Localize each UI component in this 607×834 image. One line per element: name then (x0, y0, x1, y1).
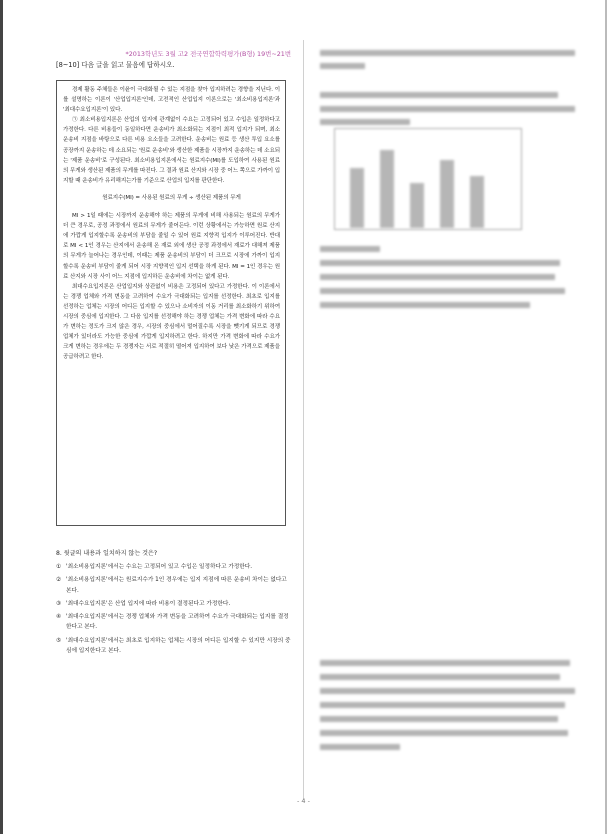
passage-formula: 원료지수(MI) = 사용된 원료의 무게 ÷ 생산된 제품의 무게 (102, 194, 241, 201)
option-text: '최대수요입지론'은 산업 입지에 따라 비용이 결정된다고 가정한다. (66, 600, 231, 607)
option-text: '최대수요입지론'에서는 최초로 입지하는 업체는 시장의 어디든 입지할 수 있지만 시장의 중심에 입지한다고 본다. (66, 637, 291, 655)
answer-option-4[interactable] (56, 612, 291, 633)
column-divider (303, 40, 304, 800)
passage-paragraph-3: MI > 1일 때에는 시장까지 운송해야 하는 제품의 무게에 비해 사용되는 원료의 무게가 더 큰 경우로, 공정 과정에서 원료의 무게가 줄어든다. 이런 상황에서는 가능하면 원료 산지에 가깝게 입지할수록 운송비의 부담을 줄일 수 있어 원료 지향적 입지가 이루어진다. 반대로 MI < 1인 경우는 산지에서 운송해 온 재료 외에 생산 공정 과정에서 재료가 대해져 제품의 무게가 늘어나는 경우인데, 이때는 제품 운송비의 부담이 더 크므로 시장에 가까이 입지할수록 운송비 부담이 줄게 되어 시장 지향적인 입지 선택을 하게 된다. MI = 1인 경우는 원료 산지와 시장 사이 어느 지점에 입지하든 운송비에 차이는 없게 된다. (63, 213, 280, 280)
redacted-figure (320, 122, 530, 240)
page-number: - 4 - (297, 797, 310, 805)
option-number: ② (56, 577, 62, 584)
redacted-figure-bar (440, 160, 454, 228)
redacted-text-line (320, 660, 570, 666)
redacted-figure-bar (470, 176, 484, 228)
passage-paragraph-4: 최대수요입지론은 산업입지와 상관없이 비용은 고정되어 있다고 가정한다. 이 이론에서는 경쟁 업체와 가격 변동을 고려하여 수요가 극대화되는 입지를 선정한다. 최초로 입지를 선정하는 업체는 시장의 어디든 입지할 수 있으나 소비자의 이동 거리를 최소화하기 위하여 시장의 중심에 입지한다. 그 다음 입지를 선정해야 하는 경쟁 업체는 가격 변화에 따라 수요가 변하는 정도가 크지 않은 경우, 시장의 중심에서 멀어질수록 시장을 뺏기게 되므로 경쟁 업체가 있더라도 가능한 중심에 가깝게 입지하려고 한다. 하지만 가격 변화에 따라 수요가 크게 변하는 경우에는 두 경쟁자는 서로 적절히 떨어져 입지하여 보다 낮은 가격으로 제품을 공급하려고 한다. (63, 283, 280, 361)
answer-option-2[interactable] (56, 575, 291, 596)
option-text: '최대수요입지론'에서는 경쟁 업체와 가격 변동을 고려하여 수요가 극대화되는 입지를 결정한다고 본다. (66, 614, 289, 631)
redacted-figure-bar (380, 150, 394, 228)
option-number: ① (56, 564, 62, 570)
redacted-text-line (320, 63, 365, 69)
redacted-text-line (320, 50, 575, 56)
redacted-figure-bar (410, 183, 424, 228)
answer-option-5[interactable] (56, 636, 291, 657)
redacted-text-line (320, 92, 558, 98)
answer-option-1[interactable] (56, 562, 291, 572)
source-note: *2013학년도 3월 고2 전국연합학력평가(B형) 19번~21번 (125, 50, 291, 58)
redacted-text-line (320, 274, 555, 280)
reading-passage (56, 80, 286, 526)
redacted-text-line (320, 302, 530, 308)
redacted-text-line (320, 260, 560, 266)
question-8 (56, 549, 291, 659)
redacted-text-line (320, 702, 565, 708)
redacted-text-line (320, 730, 568, 736)
redacted-figure-bar (350, 168, 364, 228)
page-left-edge (0, 0, 3, 834)
passage-paragraph-1: 경제 활동 주체들은 이윤이 극대화될 수 있는 지점을 찾아 입지하려는 경향을 지닌다. 이를 설명하는 이론이 '산업입지론'인데, 고전적인 산업입지 이론으로는 '최소비용입지론'과 '최대수요입지론'이 있다. (63, 87, 280, 114)
question-stem: 8. 윗글의 내용과 일치하지 않는 것은? (56, 550, 158, 557)
header-block (56, 50, 291, 70)
redacted-text-line (320, 106, 575, 112)
redacted-text-line (320, 744, 400, 750)
redacted-text-line (320, 246, 380, 252)
option-text: '최소비용입지론'에서는 원료지수가 1인 경우에는 입지 지점에 따른 운송비 차이는 없다고 본다. (66, 577, 287, 594)
redacted-text-line (320, 716, 558, 722)
redacted-text-line (320, 288, 565, 294)
redacted-text-line (320, 674, 560, 680)
passage-paragraph-2: ㉠ 최소비용입지론은 산업의 입지에 관계없이 수요는 고정되어 있고 수입은 일정하다고 가정한다. 다른 비용들이 동일하다면 운송비가 최소화되는 지점이 최적 입지가 되며, 최소 운송비 지점을 바탕으로 다른 비용 요소들을 고려한다. 운송비는 원료 등 생산 투입 요소를 공장까지 운송하는 데 소요되는 '원료 운송비'와 생산한 제품을 시장까지 운송하는 데 소요되는 '제품 운송비'로 구성된다. 최소비용입지론에서는 원료지수(MI)를 도입하여 사용된 원료의 무게와 생산된 제품의 무게를 따진다. 그 결과 원료 산지와 시장 중 어느 쪽으로 가까이 입지할 때 운송비가 유리해지는가를 기준으로 산업의 입지를 판단한다. (63, 117, 280, 184)
instruction: [8~10] 다음 글을 읽고 물음에 답하시오. (56, 61, 175, 69)
redacted-text-line (320, 688, 575, 694)
answer-option-3[interactable] (56, 599, 291, 609)
option-number: ③ (56, 600, 62, 607)
option-number: ⑤ (56, 637, 62, 644)
option-text: '최소비용입지론'에서는 수요는 고정되어 있고 수입은 일정하다고 가정한다. (66, 564, 253, 570)
option-number: ④ (56, 614, 62, 621)
